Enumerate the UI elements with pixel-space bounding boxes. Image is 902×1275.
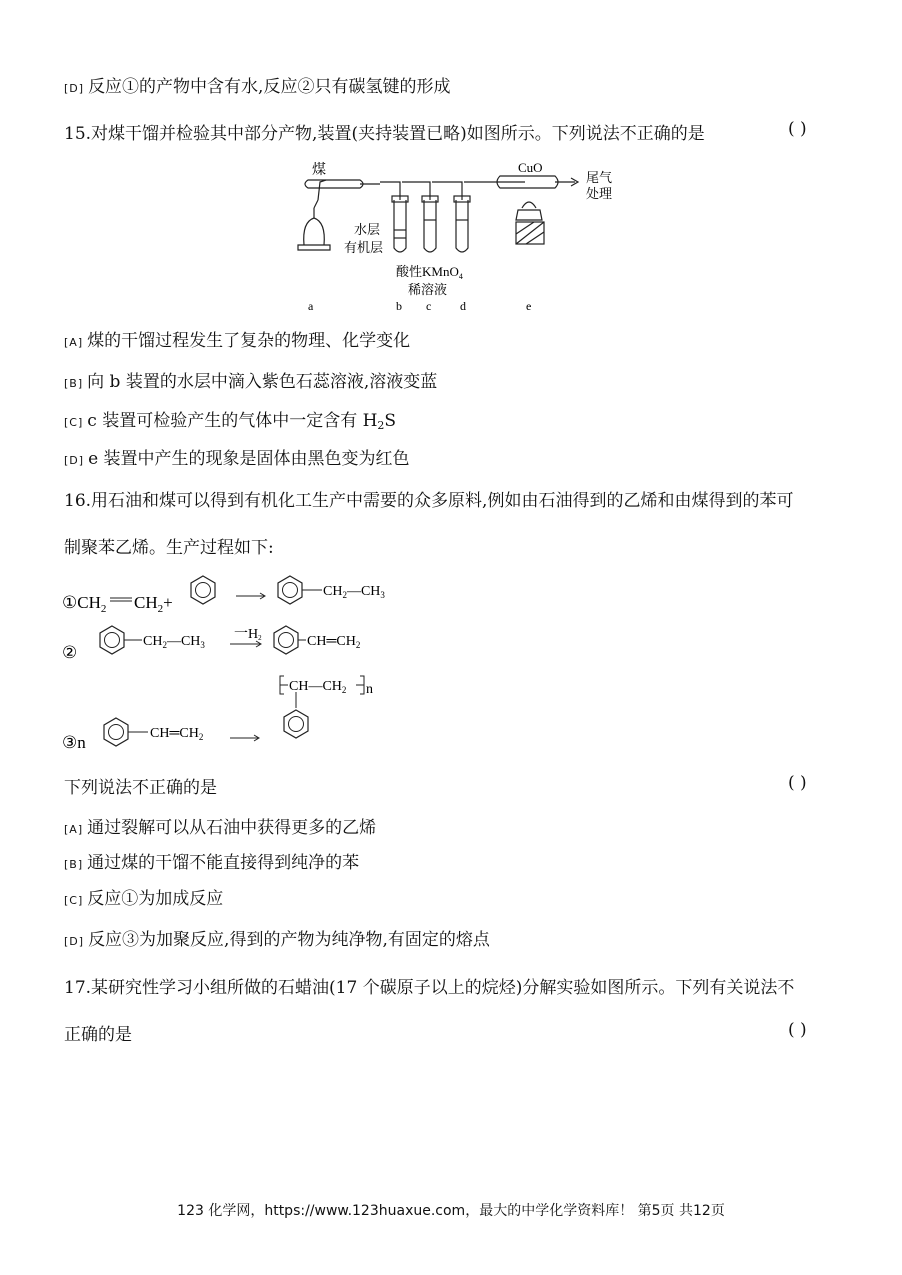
option-text: 反应①为加成反应 (87, 889, 224, 909)
q15-option-a (64, 326, 410, 351)
q15-option-c (64, 406, 396, 432)
option-text: c 装置可检验产生的气体中一定含有 H (87, 411, 378, 431)
r1-label: $①CH_2$ (62, 593, 107, 615)
r3-polymer: $CH—CH_2$ (289, 679, 347, 695)
ethylbenzene-ring (278, 576, 302, 604)
benzene-ring (191, 576, 215, 604)
q15-option-d (64, 444, 410, 469)
figure-label-cuo: CuO (518, 160, 543, 175)
option-tag: [B] (64, 377, 84, 390)
r1-ch2: $CH_2+$ (134, 593, 173, 615)
r2-condition: 一H2 (234, 627, 262, 642)
option-tag: [A] (64, 823, 84, 836)
option-tag: [D] (64, 82, 85, 95)
q17-answer-paren: ( ) (788, 1020, 807, 1040)
q16-answer-paren: ( ) (788, 773, 807, 793)
option-tag: [C] (64, 894, 84, 907)
figure-label-e: e (526, 299, 532, 313)
option-tag: [A] (64, 336, 84, 349)
styrene-ring-2 (104, 718, 128, 746)
option-subscript: 2 (377, 419, 385, 432)
option-text: e 装置中产生的现象是固体由黑色变为红色 (88, 449, 410, 469)
styrene-ring (274, 626, 298, 654)
q17-stem-line2: 正确的是 (64, 1025, 132, 1045)
ethylbenzene-ring-2 (100, 626, 124, 654)
r3-reactant: $CH═CH_2$ (150, 726, 204, 742)
q16-reaction-scheme (60, 568, 420, 758)
q16-option-b (64, 848, 359, 873)
figure-label-organic-layer: 有机层 (344, 240, 384, 255)
option-text: 通过裂解可以从石油中获得更多的乙烯 (87, 818, 377, 838)
option-text: 通过煤的干馏不能直接得到纯净的苯 (87, 853, 360, 873)
page-footer: 123 化学网，https://www.123huaxue.com，最大的中学化学资料库！ 第5页 共12页 (177, 1203, 725, 1219)
q15-apparatus-figure (290, 160, 630, 315)
q14-option-d (64, 72, 450, 97)
polystyrene-ring (284, 710, 308, 738)
option-text: 煤的干馏过程发生了复杂的物理、化学变化 (87, 331, 411, 351)
figure-label-coal: 煤 (312, 163, 326, 178)
q16-option-c (64, 884, 223, 909)
q16-stem-line1: 16.用石油和煤可以得到有机化工生产中需要的众多原料,例如由石油得到的乙烯和由煤得到的苯可 (64, 491, 794, 511)
r3-n: n (366, 682, 373, 697)
option-tag: [D] (64, 454, 85, 467)
option-tag: [D] (64, 935, 85, 948)
figure-label-a: a (308, 299, 314, 313)
r2-reactant: $CH_2—CH_3$ (143, 634, 205, 650)
q15-answer-paren: ( ) (788, 119, 807, 139)
figure-label-dilute: 稀溶液 (408, 282, 448, 297)
figure-label-c: c (426, 299, 432, 313)
figure-label-kmno4: 酸性KMnO$_4$ (396, 264, 463, 281)
q17-stem-line1: 17.某研究性学习小组所做的石蜡油(17 个碳原子以上的烷烃)分解实验如图所示。下列有关说法不 (64, 978, 795, 998)
option-text: 反应①的产物中含有水,反应②只有碳氢键的形成 (88, 77, 451, 97)
r3-label: ③n (62, 733, 86, 752)
q16-question: 下列说法不正确的是 (64, 778, 217, 798)
option-tag: [C] (64, 416, 84, 429)
option-text: 向 b 装置的水层中滴入紫色石蕊溶液,溶液变蓝 (87, 372, 438, 392)
q16-stem-line2: 制聚苯乙烯。生产过程如下: (64, 538, 274, 558)
q15-option-b (64, 367, 437, 392)
figure-label-water-layer: 水层 (354, 222, 381, 237)
q16-option-d (64, 925, 490, 950)
figure-label-b: b (396, 299, 402, 313)
option-tail: S (384, 411, 397, 431)
option-text: 反应③为加聚反应,得到的产物为纯净物,有固定的熔点 (88, 930, 490, 950)
r2-product: $CH═CH_2$ (307, 634, 361, 650)
option-tag: [B] (64, 858, 84, 871)
figure-label-d: d (460, 299, 466, 313)
q15-stem: 15.对煤干馏并检验其中部分产物,装置(夹持装置已略)如图所示。下列说法不正确的是 (64, 124, 705, 144)
figure-label-tail2: 处理 (586, 186, 613, 201)
r1-product: $CH_2—CH_3$ (323, 584, 385, 600)
q16-option-a (64, 813, 376, 838)
r2-label: ② (62, 643, 78, 662)
figure-label-tail: 尾气 (586, 170, 613, 185)
